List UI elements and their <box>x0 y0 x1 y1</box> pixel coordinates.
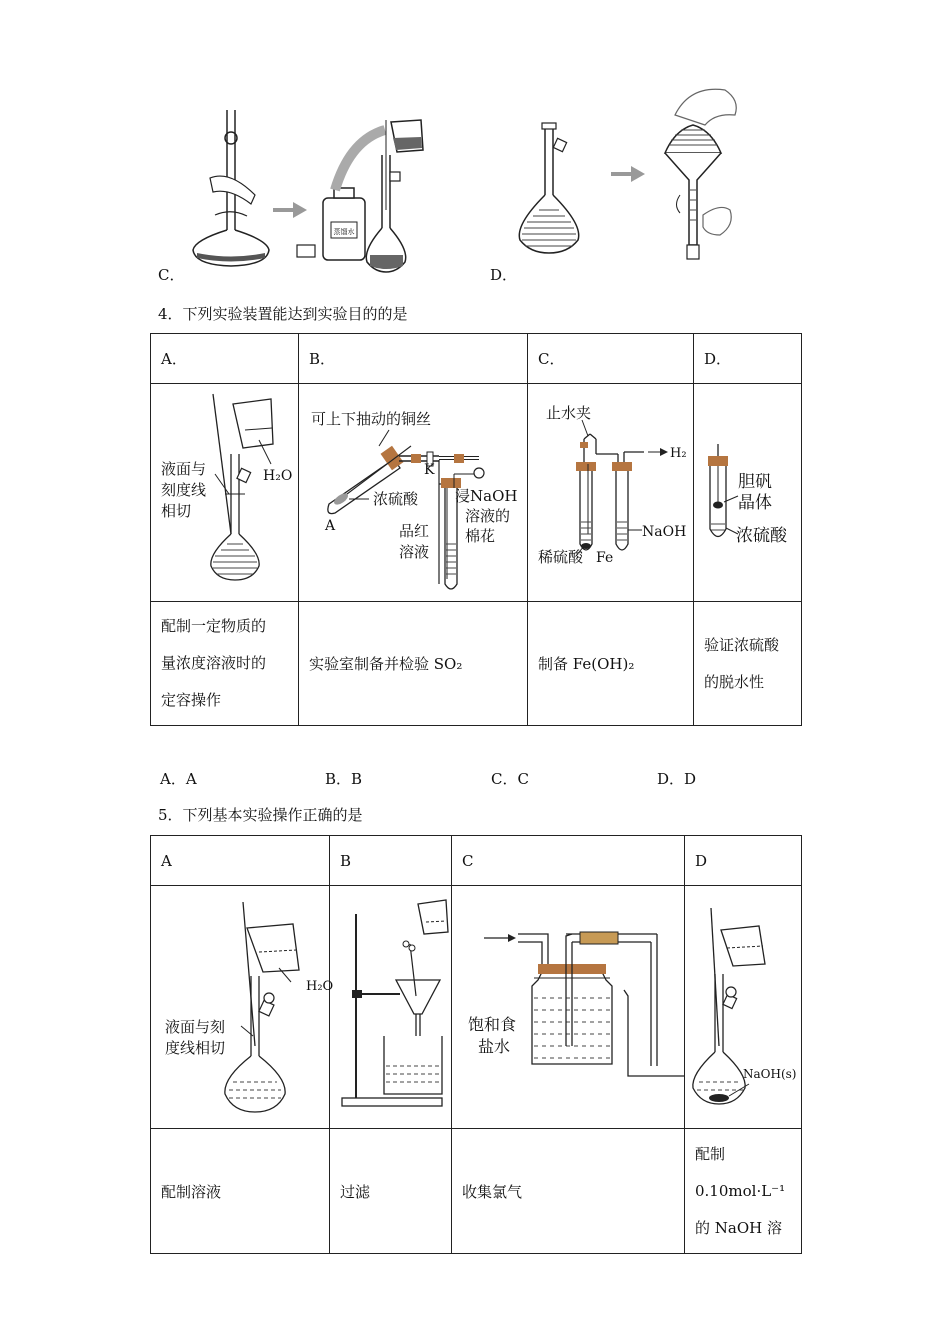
q4-c-clamp-label: 止水夹 <box>546 404 592 422</box>
q5-c-brine-2: 盐水 <box>478 1037 511 1056</box>
q4-c-dilute-label: 稀硫酸 <box>538 548 584 566</box>
q4-d-crystal-1: 胆矾 <box>738 472 772 492</box>
q4-caption-d-line1: 验证浓硫酸 <box>704 635 780 654</box>
q4-c-fe-label: Fe <box>596 550 614 566</box>
q4-a-label-3: 相切 <box>161 502 192 520</box>
q4-header-b: B． <box>299 334 528 384</box>
option-c-figure <box>185 100 445 275</box>
q5-figure-d <box>685 886 802 1124</box>
q5-table <box>150 835 802 1254</box>
q5-header-c: C <box>452 836 685 886</box>
q5-stem: 5．下列基本实验操作正确的是 <box>158 806 363 824</box>
q5-header-d: D <box>685 836 802 886</box>
q5-c-brine-1: 饱和食 <box>468 1015 517 1034</box>
q4-b-pink-2: 溶液 <box>399 543 430 561</box>
q4-figure-c <box>528 384 694 597</box>
option-d-label: D． <box>490 266 518 284</box>
q5-figure-d-cell <box>685 886 802 1129</box>
q5-figure-c-cell <box>452 886 685 1129</box>
q5-figure-b-cell <box>330 886 452 1129</box>
q4-stem: 4．下列实验装置能达到实验目的的是 <box>158 305 408 323</box>
q4-b-copper-label: 可上下抽动的铜丝 <box>311 410 432 428</box>
q4-choice-b[interactable]: B．B <box>325 770 363 788</box>
option-c-label: C． <box>158 266 185 284</box>
q4-c-h2-label: H₂ <box>670 446 687 461</box>
q5-caption-d-line2: 0.10mol·L⁻¹ <box>695 1181 786 1200</box>
q4-choice-c[interactable]: C．C <box>491 770 529 788</box>
q4-caption-a-line2: 量浓度溶液时的 <box>161 654 267 672</box>
reagent-bottle-label: 蒸馏水 <box>333 228 355 236</box>
q5-figure-a <box>151 886 334 1124</box>
q5-figure-b <box>330 886 452 1124</box>
q4-choice-d[interactable]: D．D <box>657 770 697 788</box>
q5-header-b: B <box>330 836 452 886</box>
q4-b-a-label: A <box>325 518 336 534</box>
q5-caption-c: 收集氯气 <box>452 1129 685 1254</box>
q5-caption-a: 配制溶液 <box>151 1129 330 1254</box>
q5-a-label-2: 度线相切 <box>165 1039 226 1057</box>
q4-b-cotton-1: 浸NaOH <box>455 487 518 505</box>
q5-figure-a-cell <box>151 886 334 1129</box>
q4-figure-a <box>151 384 299 597</box>
option-d-figure <box>515 85 745 280</box>
q5-figure-c <box>452 886 685 1124</box>
q4-d-crystal-2: 晶体 <box>738 493 772 513</box>
q4-figure-d <box>694 384 802 597</box>
q4-figure-a-cell <box>151 384 299 602</box>
q4-caption-b: 实验室制备并检验 SO₂ <box>299 602 528 726</box>
q5-header-a: A <box>151 836 330 886</box>
q4-figure-b-cell <box>299 384 528 602</box>
q4-a-water-label: H₂O <box>263 468 293 484</box>
q4-caption-d-line2: 的脱水性 <box>704 672 765 691</box>
q5-caption-d-line1: 配制 <box>695 1144 726 1163</box>
q4-figure-c-cell <box>528 384 694 602</box>
q5-a-label-1: 液面与刻 <box>165 1018 226 1036</box>
q4-b-cotton-3: 棉花 <box>465 527 496 545</box>
q4-b-pink-1: 品红 <box>399 522 430 540</box>
q5-caption-d-line3: 的 NaOH 溶 <box>695 1218 782 1237</box>
q4-caption-a <box>151 602 299 726</box>
q4-caption-a-line1: 配制一定物质的 <box>161 617 267 635</box>
q5-d-solid-label: NaOH(s) <box>743 1067 797 1081</box>
q4-b-acid-label: 浓硫酸 <box>373 490 419 508</box>
q4-d-acid-label: 浓硫酸 <box>736 526 787 546</box>
q4-a-label-1: 液面与 <box>161 460 207 478</box>
q4-header-a: A． <box>151 334 299 384</box>
q4-figure-b <box>299 384 528 597</box>
q4-figure-d-cell <box>694 384 802 602</box>
q4-caption-d <box>694 602 802 726</box>
q4-caption-a-line3: 定容操作 <box>161 691 222 709</box>
q5-caption-d <box>685 1129 802 1254</box>
q4-a-label-2: 刻度线 <box>161 481 207 499</box>
q4-header-c: C． <box>528 334 694 384</box>
q4-caption-c: 制备 Fe(OH)₂ <box>528 602 694 726</box>
q4-choice-a[interactable]: A．A <box>160 770 197 788</box>
q4-b-cotton-2: 溶液的 <box>465 507 511 525</box>
q5-a-water-label: H₂O <box>306 979 334 994</box>
q5-caption-b: 过滤 <box>330 1129 452 1254</box>
q4-header-d: D． <box>694 334 802 384</box>
q4-c-naoh-label: NaOH <box>642 524 687 540</box>
q4-b-k-label: K <box>424 462 435 478</box>
q4-table <box>150 333 802 726</box>
